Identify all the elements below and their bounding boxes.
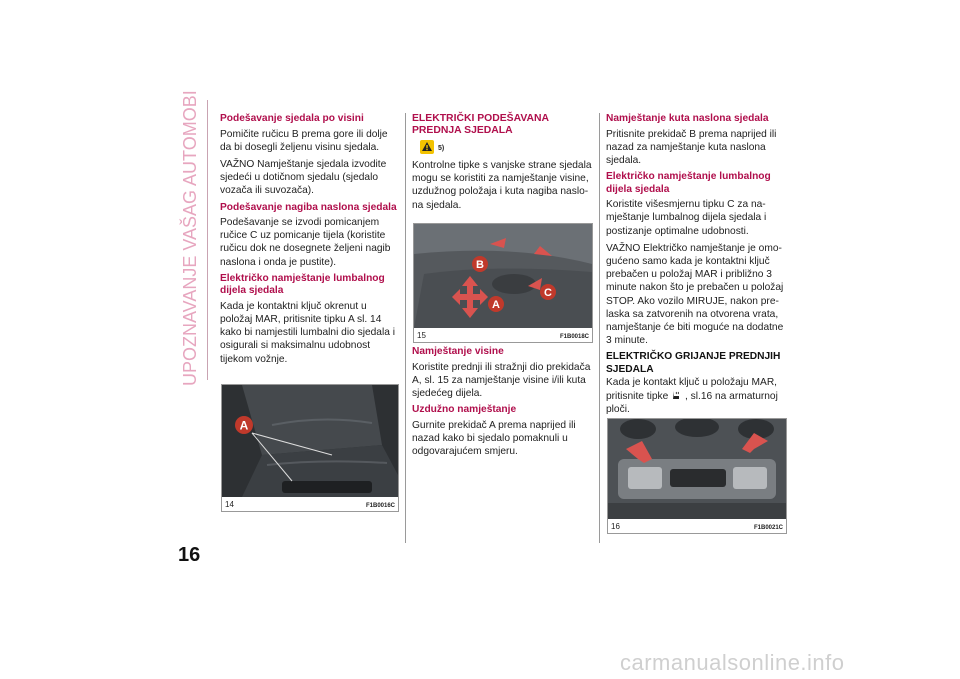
seat-controls-illustration (414, 224, 592, 328)
column-1 (220, 113, 398, 370)
paragraph: Podešavanje se izvodi pomicanjem ručice C uz pomicanje tijela (koristite ručicu dok ne dosegnete željeni nagib naslona i onda je pustite). (220, 217, 391, 268)
figure-14-image (222, 385, 398, 497)
warning-icon (420, 140, 434, 154)
figure-15 (413, 223, 593, 343)
column-separator (405, 113, 406, 543)
figure-code: F1B0021C (753, 525, 783, 531)
column-2-lower (412, 346, 592, 462)
svg-text:A: A (492, 299, 500, 311)
side-section-title (172, 90, 206, 390)
figure-16 (607, 418, 787, 534)
heading-longitudinal: Uzdužno namještanje (412, 404, 517, 416)
watermark: carmanualsonline.info (620, 650, 845, 675)
figure-16-image (608, 419, 786, 519)
paragraph: VAŽNO Električko namještanje je omo-gućeno samo kada je kontaktni ključ prebačen u položaj MAR i približno 3 minute nakon što je prebačen u položaj STOP. Ako vozilo MIRUJE, nakon pre-laska sa zatvorenih na otvorena vrata, namještanje će biti moguće na dodatne 3 minute. (606, 242, 784, 347)
warning-reference (420, 138, 592, 156)
svg-text:A: A (239, 418, 249, 433)
svg-text:B: B (476, 259, 484, 271)
paragraph: Pomičite ručicu B prema gore ili dolje da bi dosegli željenu visinu sjedala. (220, 128, 388, 153)
figure-14 (221, 384, 399, 512)
side-title-text: UPOZNAVANJE VAŠAG AUTOMOBILA (180, 90, 200, 386)
heading-lumbar-adjust: Električko namještanje lumbalnog dijela sjedala (220, 272, 385, 297)
heading-seat-heating: ELEKTRIČKO GRIJANJE PREDNJIH SJEDALA (606, 351, 781, 375)
figure-code: F1B0018C (559, 334, 589, 340)
paragraph: Koristite prednji ili stražnji dio prekidača A, sl. 15 za namještanje visine i/ili kuta sjedećeg dijela. (412, 361, 591, 399)
column-2 (412, 113, 592, 216)
heading-backrest-adjust: Podešavanje nagiba naslona sjedala (220, 201, 397, 213)
seat-heating-icon (671, 390, 682, 401)
paragraph: Gurnite prekidač A prema naprijed ili nazad kako bi sjedalo pomaknuli u odgovarajućem smjeru. (412, 419, 576, 458)
paragraph: VAŽNO Namještanje sjedala izvodite sjedeći u dotičnom sjedalu (sjedalo vozača ili suvozača). (220, 158, 387, 197)
figure-number: 16 (611, 522, 620, 531)
paragraph: Pritisnite prekidač B prema naprijed ili nazad za namještanje kuta naslona sjedala. (606, 128, 777, 166)
heading-height: Namještanje visine (412, 346, 504, 357)
svg-text:C: C (544, 287, 552, 299)
heading-backrest-angle: Namještanje kuta naslona sjedala (606, 113, 769, 124)
figure-number: 15 (417, 331, 426, 340)
side-title-svg (172, 90, 206, 390)
paragraph: Koristite višesmjernu tipku C za na-mještanje lumbalnog dijela sjedala i postizanje optimalne udobnosti. (606, 199, 767, 237)
seat-illustration (222, 385, 398, 497)
warning-ref-number: 5) (438, 145, 445, 153)
paragraph: Kada je kontaktni ključ okrenut u položaj MAR, pritisnite tipku A sl. 14 kako bi namjestili lumbalni dio sjedala i osigurali si maksimalnu udobnost tijekom vožnje. (220, 300, 395, 365)
paragraph-heating (606, 376, 786, 416)
heading-electric-lumbar: Električko namještanje lumbalnog dijela sjedala (606, 171, 771, 195)
dashboard-illustration (608, 419, 786, 519)
figure-number: 14 (225, 500, 234, 509)
figure-15-image (414, 224, 592, 328)
text-segment: Kada je kontakt ključ u položaju MAR, pritisnite tipke (606, 377, 778, 402)
column-3 (606, 113, 786, 420)
column-separator (599, 113, 600, 543)
heading-electric-seats: ELEKTRIČKI PODEŠAVANA PREDNJA SJEDALA (412, 113, 549, 136)
text-segment: , sl.16 na armaturnoj ploči. (606, 390, 778, 415)
figure-code: F1B0016C (365, 503, 395, 509)
page-number: 16 (178, 544, 201, 566)
side-divider (207, 100, 208, 380)
heading-height-adjust: Podešavanje sjedala po visini (220, 113, 364, 124)
paragraph: Kontrolne tipke s vanjske strane sjedala mogu se koristiti za namještanje visine, uzdužnog položaja i kuta nagiba naslo-na sjedala. (412, 160, 592, 211)
